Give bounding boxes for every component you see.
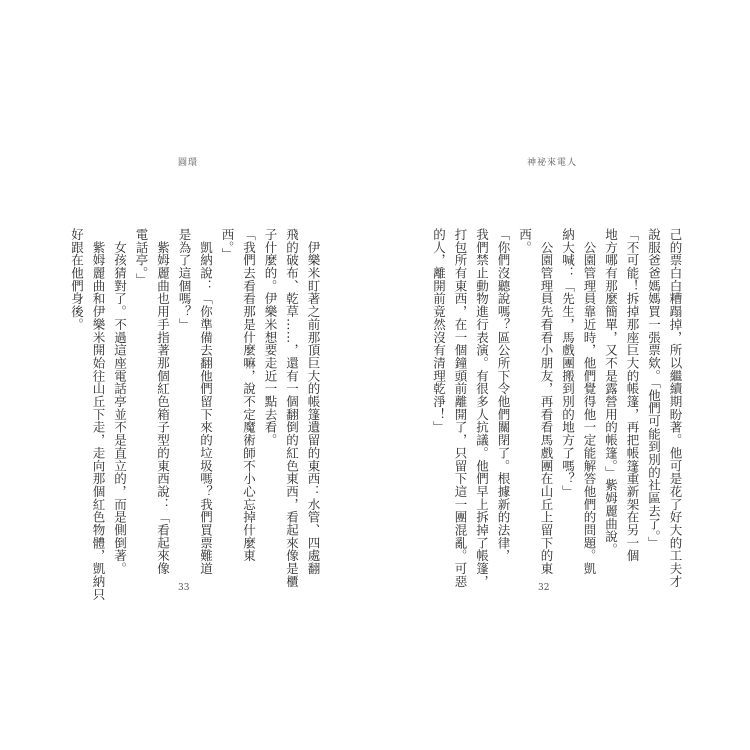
text-line: 伊樂米盯著之前那頂巨大的帳篷遺留的東西：水管、四處翻 (306, 228, 321, 575)
text-line: 凱納說：「你準備去翻他們留下來的垃圾嗎？我們買票難道 (198, 228, 214, 575)
right-page (375, 0, 750, 750)
text-line: 說服爸爸媽媽買一張票欸。「他們可能到別的社區去了。」 (646, 228, 662, 550)
text-line: 地方哪有那麼簡單，又不是露營用的帳篷。」紫姆麗曲說。 (603, 228, 619, 556)
text-line: 「我們去看看那是什麼嘛，說不定魔術師不小心忘掉什麼東 (241, 228, 257, 563)
text-line: 公園管理員靠近時，他們覺得他一定能解答他們的問題。凱 (582, 228, 597, 575)
running-head: 圓環 (178, 158, 199, 168)
text-line: 是為了這個嗎？」 (177, 228, 192, 331)
text-line: 子什麼的。伊樂米想要走近一點去看。 (263, 228, 278, 447)
text-line: 我們禁止動物進行表演。有很多人抗議。他們早上拆掉了帳篷， (474, 228, 490, 588)
page-number: 33 (178, 583, 190, 593)
text-line: 電話亭。」 (134, 228, 149, 286)
text-line: 己的票白白糟蹋掉，所以繼續期盼著。他可是花了好大的工夫才 (668, 228, 683, 588)
text-line: 「不可能！拆掉那座巨大的帳篷，再把帳篷重新架在另一個 (625, 228, 640, 563)
text-line: 飛的破布、乾草……，還有一個翻倒的紅色東西，看起來像是櫃 (284, 228, 300, 588)
text-line: 的人，離開前竟然沒有清理乾淨！」 (431, 228, 447, 434)
text-line: 打包所有東西，在一個鐘頭前離開了，只留下這一團混亂。可惡 (453, 228, 468, 588)
text-line: 「你們沒聽說嗎？區公所下令他們關閉了。根據新的法律， (496, 228, 511, 563)
running-head: 神祕來電人 (527, 158, 578, 168)
text-line: 公園管理員先看看小朋友，再看看馬戲團在山丘上留下的東 (539, 228, 554, 575)
text-line: 紫姆麗曲也用手指著那個紅色箱子型的東西說：「看起來像 (155, 228, 171, 575)
text-line: 西。 (517, 228, 533, 254)
page-number: 32 (538, 583, 550, 593)
text-line: 西。」 (220, 228, 235, 261)
text-line: 女孩猜對了。不過這座電話亭並不是直立的，而是側倒著。 (112, 228, 128, 575)
text-line: 好跟在他們身後。 (69, 228, 85, 331)
text-line: 納大喊：「先生，馬戲團搬到別的地方了嗎？」 (560, 228, 576, 498)
text-line: 紫姆麗曲和伊樂米開始往山丘下走，走向那個紅色物體，凱納只 (91, 228, 106, 601)
